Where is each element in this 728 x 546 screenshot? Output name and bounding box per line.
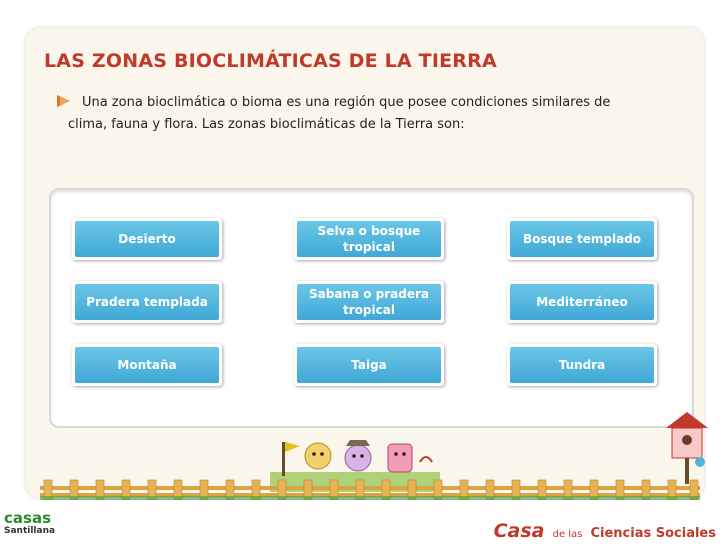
zone-label: Montaña <box>75 347 219 383</box>
zone-label: Desierto <box>75 221 219 257</box>
zone-button-tundra[interactable] <box>507 344 657 386</box>
zone-label: Pradera templada <box>75 284 219 320</box>
zone-label: Selva o bosque tropical <box>297 221 441 257</box>
birdhouse-icon <box>664 410 710 484</box>
zone-label: Mediterráneo <box>510 284 654 320</box>
zone-label: Bosque templado <box>510 221 654 257</box>
logo-casa-text: Casa <box>493 520 545 542</box>
logo-de-las-text: de las <box>552 529 583 540</box>
zone-button-sabana[interactable] <box>294 281 444 323</box>
zone-button-mediterraneo[interactable] <box>507 281 657 323</box>
zone-button-montana[interactable] <box>72 344 222 386</box>
page-title: LAS ZONAS BIOCLIMÁTICAS DE LA TIERRA <box>44 50 497 72</box>
zone-button-selva[interactable] <box>294 218 444 260</box>
zone-button-pradera-templada[interactable] <box>72 281 222 323</box>
casa-ciencias-sociales-logo <box>494 520 716 542</box>
logo-ciencias-text: Ciencias Sociales <box>590 526 716 541</box>
zone-button-bosque-templado[interactable] <box>507 218 657 260</box>
casas-santillana-logo <box>4 510 74 544</box>
zone-button-desierto[interactable] <box>72 218 222 260</box>
zone-button-taiga[interactable] <box>294 344 444 386</box>
zone-label: Sabana o pradera tropical <box>297 284 441 320</box>
intro-text: Una zona bioclimática o bioma es una región que posee condiciones similares de clima, fauna y flora. Las zonas bioclimáticas de la Tierra son: <box>68 95 611 132</box>
logo-sub-text: Santillana <box>4 526 56 536</box>
zone-label: Taiga <box>297 347 441 383</box>
fence-decoration <box>40 478 700 500</box>
zone-label: Tundra <box>510 347 654 383</box>
logo-mark-text: casas <box>4 509 51 527</box>
